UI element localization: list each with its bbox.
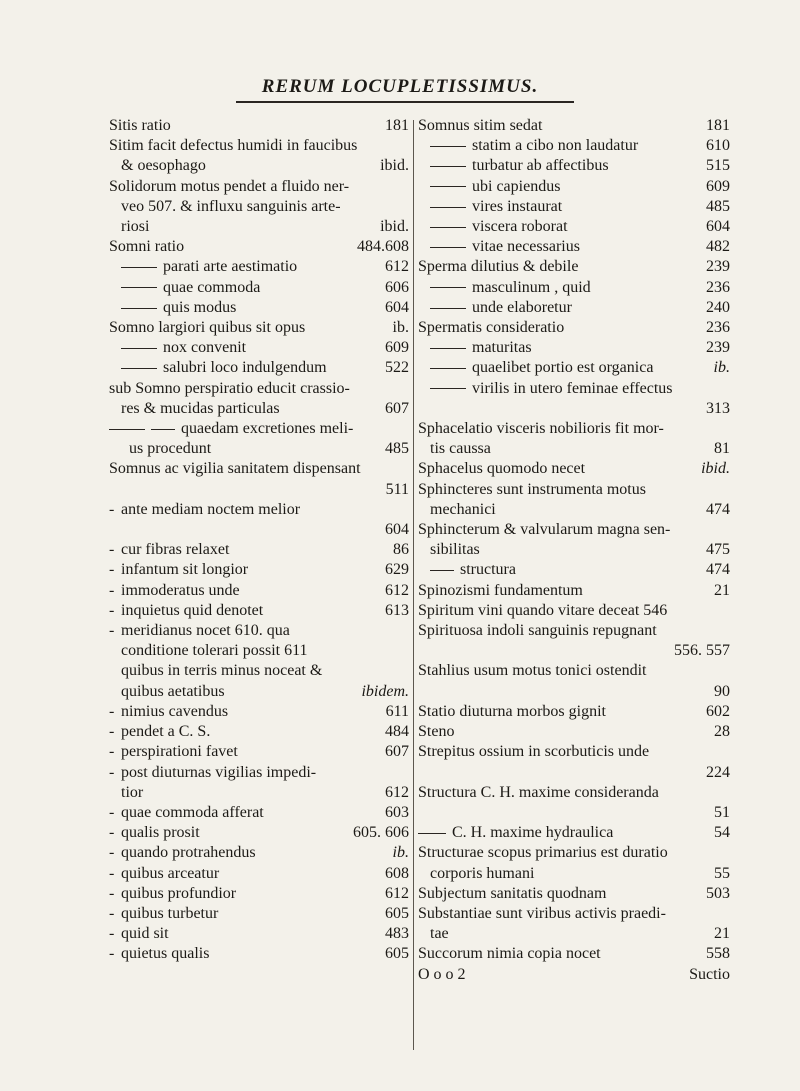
- dash-mark: [430, 207, 466, 208]
- index-entry: Somnus ac vigilia sanitatem dispensant: [109, 460, 361, 478]
- index-entry: Spinozismi fundamentum 21: [418, 581, 730, 599]
- index-entry: Substantiae sunt viribus activis praedi-: [418, 904, 666, 922]
- index-entry: riosi ibid.: [121, 218, 409, 236]
- index-entry: tior 612: [121, 783, 409, 801]
- dash-mark: [121, 368, 157, 369]
- index-entry: mechanici 474: [430, 500, 730, 518]
- index-subentry: - quibus profundior 612: [109, 884, 409, 902]
- right-column: [418, 116, 730, 985]
- page-ref: 90: [714, 682, 730, 700]
- index-subentry: maturitas 239: [418, 338, 730, 358]
- index-entry: Succorum nimia copia nocet 558: [418, 945, 730, 963]
- page-ref: 51: [714, 803, 730, 821]
- index-entry: Structura C. H. maxime consideranda: [418, 783, 659, 801]
- index-subentry: statim a cibo non laudatur 610: [418, 136, 730, 156]
- page-ref: 604: [385, 521, 409, 539]
- index-entry: Sphincterum & valvularum magna sen-: [418, 521, 671, 539]
- dash-mark: [121, 308, 157, 309]
- index-entry: Sitis ratio 181: [109, 117, 409, 134]
- index-entry: tis caussa 81: [430, 440, 730, 458]
- index-subentry: - nimius cavendus 611: [109, 702, 409, 720]
- index-subentry: - quibus turbetur 605: [109, 904, 409, 922]
- index-entry: Solidorum motus pendet a fluido ner-: [109, 177, 350, 195]
- dash-mark: [430, 166, 466, 167]
- index-subentry: - immoderatus unde 612: [109, 581, 409, 599]
- index-entry: Sitim facit defectus humidi in faucibus: [109, 137, 358, 155]
- dash-mark: [430, 247, 466, 248]
- index-subentry: unde elaboretur 240: [418, 298, 730, 318]
- index-entry: Somno largiori quibus sit opus ib.: [109, 319, 409, 337]
- head-rule: [236, 101, 574, 103]
- index-subentry: turbatur ab affectibus 515: [418, 156, 730, 176]
- index-subentry: viscera roborat 604: [418, 217, 730, 237]
- index-entry: conditione tolerari possit 611: [121, 642, 308, 660]
- dash-mark: [151, 429, 175, 430]
- index-subentry: quaedam excretiones meli-: [109, 419, 409, 439]
- index-subentry: - perspirationi favet 607: [109, 743, 409, 761]
- dash-mark: [418, 833, 446, 834]
- index-subentry: - qualis prosit 605. 606: [109, 824, 409, 842]
- index-entry: Steno 28: [418, 723, 730, 741]
- dash-mark: [109, 429, 145, 430]
- index-subentry: - quae commoda afferat 603: [109, 803, 409, 821]
- column-divider: [413, 120, 414, 1050]
- index-entry: & oesophago ibid.: [121, 157, 409, 175]
- index-entry: Subjectum sanitatis quodnam 503: [418, 884, 730, 902]
- index-subentry: - meridianus nocet 610. qua: [109, 622, 290, 640]
- index-entry: res & mucidas particulas 607: [121, 399, 409, 417]
- index-subentry: - quibus arceatur 608: [109, 864, 409, 882]
- index-entry: Somni ratio 484.608: [109, 238, 409, 256]
- index-entry: quibus in terris minus noceat &: [121, 662, 323, 680]
- running-head: RERUM LOCUPLETISSIMUS.: [261, 76, 539, 97]
- page-ref: 313: [706, 399, 730, 417]
- index-entry: sibilitas 475: [430, 541, 730, 559]
- index-subentry: C. H. maxime hydraulica 54: [418, 823, 730, 843]
- index-subentry: virilis in utero feminae effectus: [418, 379, 730, 399]
- dash-mark: [430, 308, 466, 309]
- index-entry: sub Somno perspiratio educit crassio-: [109, 379, 350, 397]
- index-subentry: quis modus 604: [109, 298, 409, 318]
- index-subentry: vitae necessarius 482: [418, 237, 730, 257]
- dash-mark: [430, 570, 454, 571]
- dash-mark: [121, 348, 157, 349]
- index-entry: Spirituosa indoli sanguinis repugnant: [418, 622, 657, 640]
- index-entry: veo 507. & influxu sanguinis arte-: [121, 197, 341, 215]
- index-entry: quibus aetatibus ibidem.: [121, 682, 409, 700]
- index-subentry: - post diuturnas vigilias impedi-: [109, 763, 317, 781]
- dash-mark: [430, 368, 466, 369]
- index-subentry: quaelibet portio est organica ib.: [418, 358, 730, 378]
- index-entry: Stahlius usum motus tonici ostendit: [418, 662, 647, 680]
- index-subentry: - pendet a C. S. 484: [109, 723, 409, 741]
- dash-mark: [430, 388, 466, 389]
- page-ref: 556. 557: [674, 642, 730, 660]
- index-subentry: - quid sit 483: [109, 925, 409, 943]
- index-subentry: vires instaurat 485: [418, 197, 730, 217]
- index-subentry: - cur fibras relaxet 86: [109, 541, 409, 559]
- dash-mark: [430, 186, 466, 187]
- index-subentry: - infantum sit longior 629: [109, 561, 409, 579]
- index-subentry: - ante mediam noctem melior: [109, 500, 301, 518]
- index-subentry: - quietus qualis 605: [109, 945, 409, 963]
- index-subentry: parati arte aestimatio 612: [109, 257, 409, 277]
- index-subentry: - inquietus quid denotet 613: [109, 601, 409, 619]
- index-entry: Sphincteres sunt instrumenta motus: [418, 480, 646, 498]
- catchword: Suctio: [689, 965, 730, 983]
- index-entry: tae 21: [430, 925, 730, 943]
- dash-mark: [430, 287, 466, 288]
- left-column: [109, 116, 409, 965]
- index-entry: Somnus sitim sedat 181: [418, 117, 730, 134]
- index-subentry: quae commoda 606: [109, 278, 409, 298]
- page-ref: 224: [706, 763, 730, 781]
- index-subentry: nox convenit 609: [109, 338, 409, 358]
- index-subentry: masculinum , quid 236: [418, 278, 730, 298]
- dash-mark: [121, 267, 157, 268]
- index-subentry: - quando protrahendus ib.: [109, 844, 409, 862]
- dash-mark: [430, 348, 466, 349]
- signature-mark: O o o 2: [418, 965, 466, 983]
- index-subentry: structura 474: [418, 560, 730, 580]
- dash-mark: [121, 287, 157, 288]
- index-entry: Sphacelus quomodo necet ibid.: [418, 460, 730, 478]
- index-entry: Sphacelatio visceris nobilioris fit mor-: [418, 420, 664, 438]
- index-subentry: ubi capiendus 609: [418, 177, 730, 197]
- index-entry: Statio diuturna morbos gignit 602: [418, 702, 730, 720]
- index-entry: corporis humani 55: [430, 864, 730, 882]
- index-entry: Sperma dilutius & debile 239: [418, 258, 730, 276]
- page-footer: [418, 965, 730, 985]
- dash-mark: [430, 146, 466, 147]
- index-entry: Structurae scopus primarius est duratio: [418, 844, 668, 862]
- index-entry: Spiritum vini quando vitare deceat 546: [418, 601, 668, 619]
- dash-mark: [430, 227, 466, 228]
- index-entry: us procedunt 485: [129, 440, 409, 458]
- index-entry: Strepitus ossium in scorbuticis unde: [418, 743, 650, 761]
- index-entry: Spermatis consideratio 236: [418, 319, 730, 337]
- index-subentry: salubri loco indulgendum 522: [109, 358, 409, 378]
- page-ref: 511: [385, 480, 409, 498]
